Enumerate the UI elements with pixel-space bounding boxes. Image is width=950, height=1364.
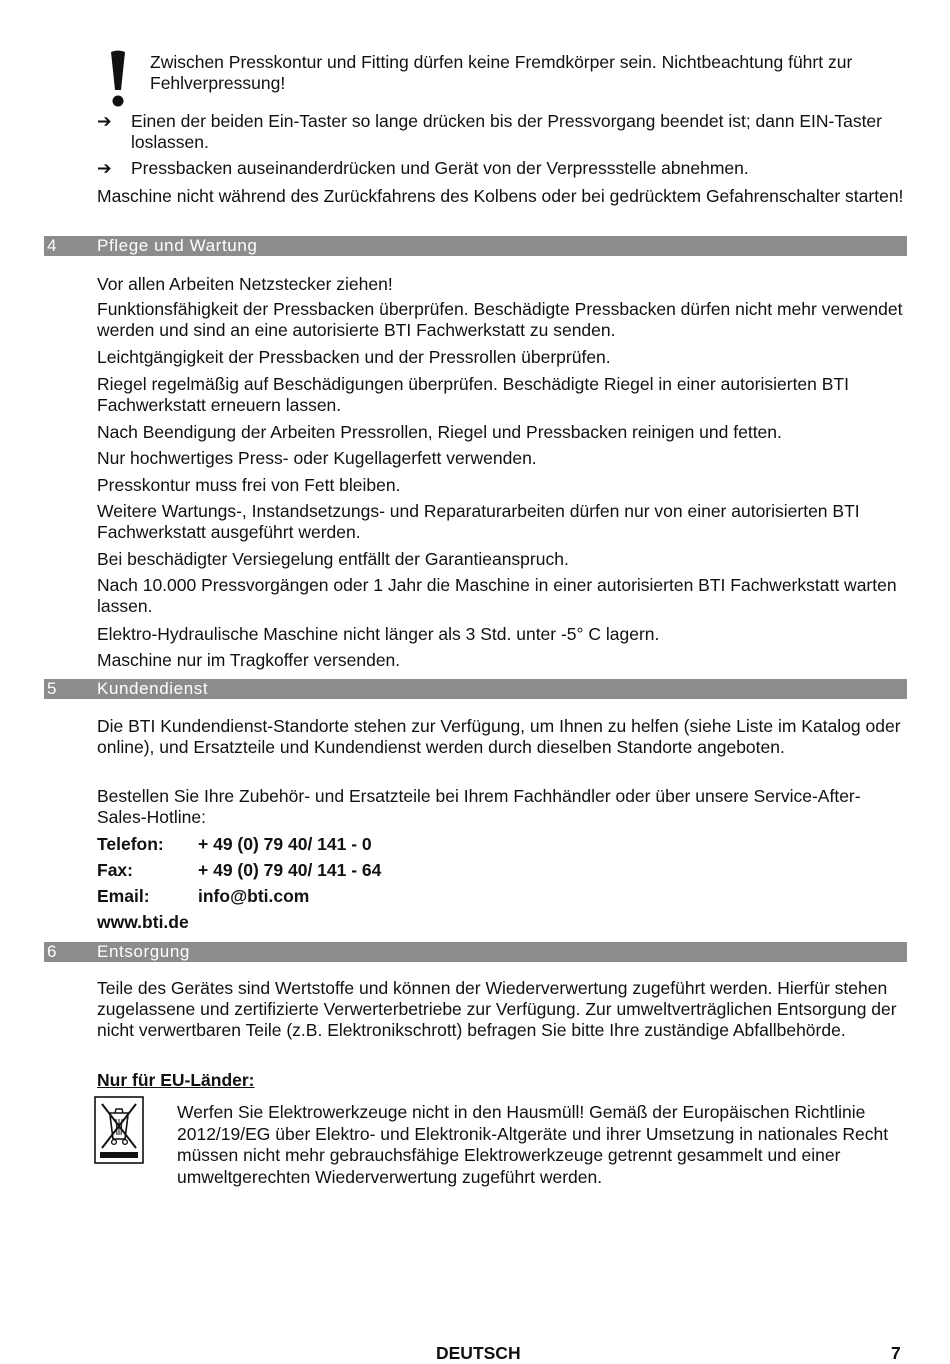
contact-label: Email: [97, 886, 150, 906]
contact-row [97, 886, 309, 907]
paragraph: Nach 10.000 Pressvorgängen oder 1 Jahr die Maschine in einer autorisierten BTI Fachwerkstatt warten lassen. [97, 575, 897, 616]
section-title: Kundendienst [97, 679, 209, 698]
paragraph: Maschine nur im Tragkoffer versenden. [97, 650, 401, 670]
section-number: 4 [47, 236, 58, 255]
paragraph: Presskontur muss frei von Fett bleiben. [97, 475, 401, 495]
crossed-out-wheelie-bin-icon [94, 1096, 144, 1164]
step-item [97, 158, 902, 179]
paragraph: Elektro-Hydraulische Maschine nicht länger als 3 Std. unter -5° C lagern. [97, 624, 660, 644]
footer-language: DEUTSCH [436, 1343, 521, 1363]
paragraph: Weitere Wartungs-, Instandsetzungs- und Reparaturarbeiten dürfen nur von einer autorisierten BTI Fachwerkstatt ausgeführt werden. [97, 501, 860, 542]
eu-disposal-text: Werfen Sie Elektrowerkzeuge nicht in den Hausmüll! Gemäß der Europäischen Richtlinie 2012/19/EG über Elektro- und Elektronik-Altgeräte und ihrer Umsetzung in nationales Recht müssen nicht mehr gebrauchsfähige Elektrowerkzeuge getrennt gesammelt und einer umweltgerechten Wiederverwertung zugeführt werden. [177, 1102, 889, 1187]
intro-note: Maschine nicht während des Zurückfahrens des Kolbens oder bei gedrücktem Gefahrenschalter starten! [97, 186, 904, 206]
contact-row [97, 860, 381, 881]
warning-text: Zwischen Presskontur und Fitting dürfen keine Fremdkörper sein. Nichtbeachtung führt zur Fehlverpressung! [150, 52, 853, 93]
phone-value: + 49 (0) 79 40/ 141 - 0 [198, 834, 372, 854]
section-header-5 [44, 679, 907, 699]
paragraph: Teile des Gerätes sind Wertstoffe und können der Wiederverwertung zugeführt werden. Hierfür stehen zugelassene und zertifizierte Verwerterbetriebe zur Verfügung. Zur umweltverträglichen Entsorgung der nicht verwertbaren Teile (z.B. Elektronikschrott) befragen Sie bitte Ihre zuständige Abfallbehörde. [97, 978, 897, 1040]
step-text: Einen der beiden Ein-Taster so lange drücken bis der Pressvorgang beendet ist; dann EIN-Taster loslassen. [131, 111, 882, 152]
paragraph: Die BTI Kundendienst-Standorte stehen zur Verfügung, um Ihnen zu helfen (siehe Liste im Katalog oder online), und Ersatzteile und Kundendienst werden durch dieselben Standorte angeboten. [97, 716, 901, 757]
section-header-6 [44, 942, 907, 962]
paragraph: Riegel regelmäßig auf Beschädigungen überprüfen. Beschädigte Riegel in einer autorisierten BTI Fachwerkstatt erneuern lassen. [97, 374, 849, 415]
paragraph: Bestellen Sie Ihre Zubehör- und Ersatzteile bei Ihrem Fachhändler oder über unsere Service-After-Sales-Hotline: [97, 786, 861, 827]
website-link[interactable]: www.bti.de [97, 912, 189, 932]
eu-heading: Nur für EU-Länder: [97, 1070, 255, 1090]
section-number: 5 [47, 679, 58, 698]
section-header-4 [44, 236, 907, 256]
exclamation-icon [108, 50, 128, 108]
section-title: Entsorgung [97, 942, 190, 961]
contact-label: Telefon: [97, 834, 164, 854]
section-number: 6 [47, 942, 58, 961]
paragraph: Bei beschädigter Versiegelung entfällt der Garantieanspruch. [97, 549, 569, 569]
paragraph: Nur hochwertiges Press- oder Kugellagerfett verwenden. [97, 448, 537, 468]
paragraph: Nach Beendigung der Arbeiten Pressrollen, Riegel und Pressbacken reinigen und fetten. [97, 422, 782, 442]
contact-label: Fax: [97, 860, 133, 880]
paragraph: Funktionsfähigkeit der Pressbacken überprüfen. Beschädigte Pressbacken dürfen nicht mehr verwendet werden und sind an eine autorisierte BTI Fachwerkstatt zu senden. [97, 299, 903, 340]
contact-row [97, 834, 372, 855]
page-number: 7 [891, 1343, 901, 1363]
paragraph: Leichtgängigkeit der Pressbacken und der Pressrollen überprüfen. [97, 347, 611, 367]
fax-value: + 49 (0) 79 40/ 141 - 64 [198, 860, 382, 880]
arrow-icon: ➔ [97, 111, 112, 131]
email-link[interactable]: info@bti.com [198, 886, 310, 906]
step-text: Pressbacken auseinanderdrücken und Gerät von der Verpressstelle abnehmen. [131, 158, 749, 178]
paragraph: Vor allen Arbeiten Netzstecker ziehen! [97, 274, 393, 294]
arrow-icon: ➔ [97, 158, 112, 178]
step-item [97, 111, 902, 153]
section-title: Pflege und Wartung [97, 236, 258, 255]
